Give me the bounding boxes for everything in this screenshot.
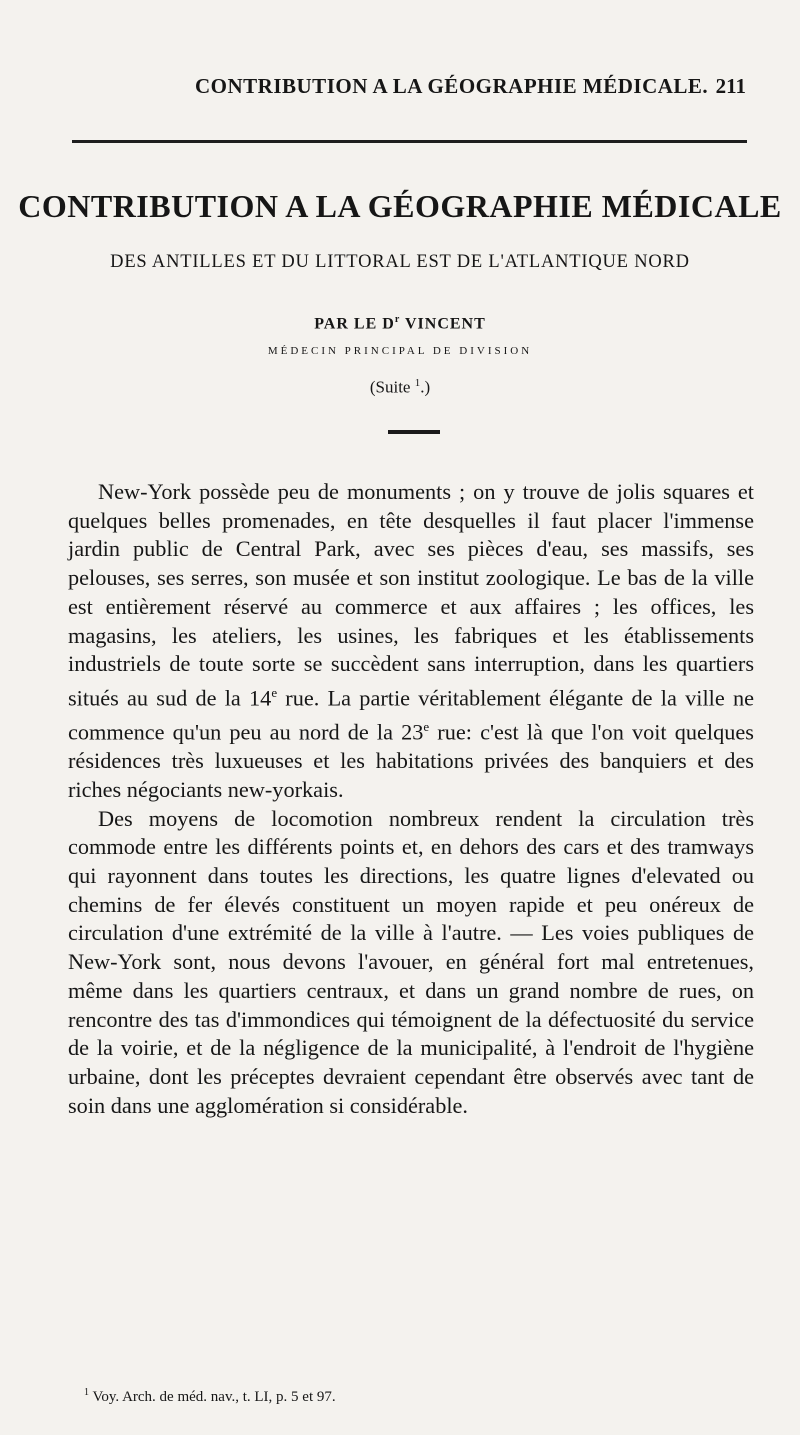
header-rule (72, 140, 747, 143)
ordinal-sup-2: e (423, 719, 430, 735)
ordinal-sup-1: e (271, 684, 278, 700)
article-title: CONTRIBUTION A LA GÉOGRAPHIE MÉDICALE (18, 188, 782, 224)
continuation-close: .) (420, 377, 431, 397)
author-prefix-sup: r (394, 314, 401, 325)
paragraph-1-part-2: rue. La partie véritablement élégante de la ville ne commence qu'un peu au nord de la 23 (68, 685, 754, 745)
author-line (0, 314, 800, 333)
paragraph-1-part-1: New-York possède peu de monuments ; on y trouve de jolis squares et quelques belles promenades, en tête desquelles il faut placer l'immense jardin public de Central Park, avec ses pièces d'eau, ses massifs, ses pelouses, ses serres, son musée et son institut zoologique. Le bas de la ville est entièrement réservé au commerce et aux affaires ; les offices, les magasins, les ateliers, les usines, les fabriques et les établissements industriels de toute sorte se succèdent sans interruption, dans les quartiers situés au sud de la 14 (68, 479, 754, 711)
footnote-mark: 1 (84, 1387, 89, 1398)
body-text (68, 478, 754, 1120)
running-head: CONTRIBUTION A LA GÉOGRAPHIE MÉDICALE. (195, 74, 709, 98)
continuation-footnote-mark: 1 (414, 377, 421, 389)
footnote-text: Voy. Arch. de méd. nav., t. LI, p. 5 et 97. (89, 1389, 336, 1405)
article-subtitle: DES ANTILLES ET DU LITTORAL EST DE L'ATLANTIQUE NORD (110, 252, 690, 272)
author-name: VINCENT (404, 315, 486, 333)
continuation-open: (Suite (369, 377, 415, 397)
continuation-note (0, 377, 800, 398)
paragraph-1 (68, 478, 754, 805)
section-divider (388, 430, 440, 434)
paragraph-2: Des moyens de locomotion nombreux rendent la circulation très commode entre les différents points et, en dehors des cars et des tramways qui rayonnent dans toutes les directions, les quatre lignes d'elevated ou chemins de fer élevés constituent un moyen rapide et peu onéreux de circulation d'une extrémité de la ville à l'autre. — Les voies publiques de New-York sont, nous devons l'avouer, en général fort mal entretenues, même dans les quartiers centraux, et dans un grand nombre de rues, on rencontre des tas d'immondices qui témoignent de la défectuosité du service de la voirie, et de la négligence de la municipalité, à l'endroit de l'hygiène urbaine, dont les préceptes devraient cependant être observés avec tant de soin dans une agglomération si considérable. (68, 805, 754, 1118)
footnote (84, 1387, 744, 1406)
page-number: 211 (715, 74, 746, 98)
author-prefix: PAR LE D (314, 315, 395, 333)
author-title: MÉDECIN PRINCIPAL DE DIVISION (267, 345, 533, 357)
paragraph-1-part-3: rue: c'est là que l'on voit quelques résidences très luxueuses et les habitations privées des banquiers et des riches négociants new-yorkais. (68, 719, 754, 802)
